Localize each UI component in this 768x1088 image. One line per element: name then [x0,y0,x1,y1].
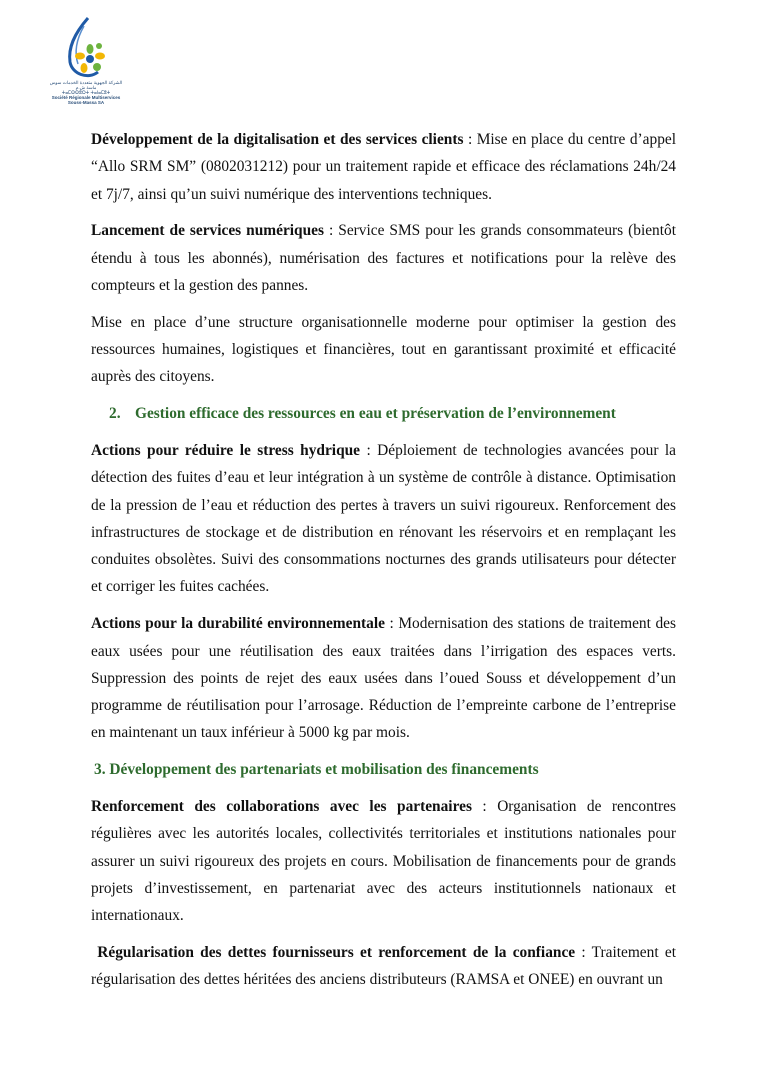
logo-text-french: Société Régionale Multiservices Souss-Massa SA [51,95,121,105]
paragraph-lead: Actions pour la durabilité environnementale [91,615,385,633]
paragraph-dettes [91,939,680,994]
paragraph-collaborations [91,793,676,929]
paragraph-text: : Traitement et régularisation des dettes héritées des anciens distributeurs (RAMSA et ONEE) en ouvrant un [91,944,680,989]
paragraph-stress-hydrique [91,437,676,601]
paragraph-lead: Régularisation des dettes fournisseurs et renforcement de la confiance [91,944,576,962]
paragraph-lead: Développement de la digitalisation et des services clients [91,131,464,148]
paragraph-durabilite [91,610,676,746]
paragraph-text: : Déploiement de technologies avancées pour la détection des fuites d’eau et leur intégration à un système de contrôle à distance. Optimisation de la pression de l’eau et réduction des pertes à travers un suivi rigoureux. Renforcement des infrastructures de stockage et de distribution en rénovant les réservoirs et en remplaçant les conduites obsolètes. Suivi des consommations nocturnes des grands utilisateurs pour détecter et corriger les fuites cachées. [91,441,676,596]
section-title: 3. Développement des partenariats et mobilisation des financements [94,761,539,779]
paragraph-text: Mise en place d’une structure organisationnelle moderne pour optimiser la gestion des ressources humaines, logistiques et financières, tout en garantissant proximité et efficacité auprès des citoyens. [91,313,676,386]
logo-text-arabic: الشركة الجهوية متعددة الخدمات سوس ماسة ش.م [49,80,123,90]
section-title: Gestion efficace des ressources en eau et préservation de l’environnement [135,405,616,423]
paragraph-text: : Mise en place du centre d’appel “Allo SRM SM” (0802031212) pour un traitement rapide et efficace des réclamations 24h/24 et 7j/7, ainsi qu’un suivi numérique des interventions techniques. [91,131,676,203]
section-2-heading [91,400,676,427]
document-body [91,126,680,1003]
paragraph-text: : Organisation de rencontres régulières avec les autorités locales, collectivités territoriales et institutions nationales pour assurer un suivi rigoureux des projets en cours. Mobilisation de financements pour de grands projets d’investissement, en partenariat avec des acteurs institutionnels nationaux et internationaux. [91,798,676,925]
paragraph-text: : Modernisation des stations de traitement des eaux usées pour une réutilisation des eaux traitées dans l’irrigation des espaces verts. Suppression des points de rejet des eaux usées dans l’oued Souss et développement d’un programme de réutilisation pour l’arrosage. Réduction de l’empreinte carbone de l’entreprise en maintenant un taux inférieur à 5000 kg par mois. [91,615,677,742]
logo-text-tifinagh: ⵜⴰⵎⵙⵙⵓⵔⵜ ⵜⴰⵏⴰⵎⵓⵜ [61,90,111,95]
section-3-heading [91,756,676,783]
paragraph-structure [91,309,676,391]
paragraph-digitalisation [91,126,676,208]
paragraph-lead: Lancement de services numériques [91,222,324,240]
paragraph-lead: Renforcement des collaborations avec les partenaires [91,798,472,816]
section-number: 2. [109,405,121,423]
paragraph-text: : Service SMS pour les grands consommateurs (bientôt étendu à tous les abonnés), numérisation des factures et notifications pour la relève des compteurs et la gestion des pannes. [91,222,676,294]
paragraph-lead: Actions pour réduire le stress hydrique [91,441,361,459]
logo-caption [46,80,126,105]
paragraph-services-numeriques [91,217,676,299]
